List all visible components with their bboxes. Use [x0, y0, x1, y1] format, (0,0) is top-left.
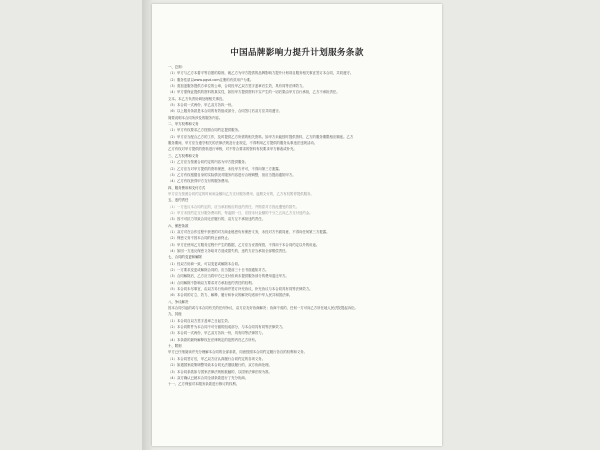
paragraph-line: （3）需加盖服务提供方单位的公章，合同经甲乙双方签字盖章后生效，具有同等法律效力。: [168, 84, 306, 89]
paragraph-line: （5）本合同未尽事宜，由双方另行协商并签订补充协议，补充协议与本合同具有同等法律效力。: [168, 287, 313, 292]
section-heading: 九、其他: [168, 312, 182, 317]
section-heading: 五、违约责任: [168, 198, 189, 203]
paragraph-line: （4）如因一方违反保密义务给对方造成损失的，违约方应当承担全部赔偿责任。: [168, 248, 289, 253]
paragraph-line: （1）乙方应当按照合同约定的内容为甲方提供服务。: [168, 160, 249, 165]
paragraph-line: （3）本合同一式两份，甲乙双方各执一份，具有同等法律效力。: [168, 331, 266, 336]
section-heading: 七、合同的变更和解除: [168, 255, 202, 260]
paragraph-line: （2）乙方应当对甲方提供的资料保密，未经甲方许可，不得向第三方泄露。: [168, 166, 283, 171]
paragraph-line: （2）一方要求变更或解除合同的，应当提前三十日书面通知对方。: [168, 268, 269, 272]
paragraph-line: （4）合同解除不影响双方要求对方承担违约责任的权利。: [168, 280, 255, 285]
paragraph-line: （2）服务性质以www.pgsd.com注册的有效用户为准。: [168, 77, 254, 82]
paragraph-line: （1）甲方与乙方本着平等自愿的原则，就乙方为甲方提供的品牌影响力提升计划项目服务相关事宜签订本合同，共同遵守。: [168, 71, 354, 76]
paragraph-line: 甲方已仔细阅读并充分理解本合同的全部条款，同意按照本合同约定履行各自的权利和义务。: [168, 350, 308, 355]
document-title: 中国品牌影响力提升计划服务条款: [230, 48, 364, 58]
paragraph-line: （6）以上服务条款是本合同的有效组成部分，合同签订后双方应共同遵守。: [168, 109, 283, 114]
paragraph-line: 服务期间，甲方应当遵守相关的法律法规及行业规定，不得利用乙方提供的服务从事违法违规活动。: [168, 141, 318, 146]
paragraph-line: （3）乙方有权根据自身的实际情况对服务内容进行合理调整，但应当提前通知甲方。: [168, 172, 296, 177]
paragraph-line: （4）本条款的最终解释权在法律规定的范围内归乙方所有。: [168, 337, 259, 342]
document-page: [152, 4, 442, 446]
paragraph-line: （1）本合同自双方签字盖章之日起生效。: [168, 318, 232, 323]
paragraph-line: （5）本合同一式两份，甲乙双方各执一份。: [168, 103, 235, 108]
section-heading: 四、服务费用和支付方式: [168, 185, 206, 190]
paragraph-line: （3）甲方在使用乙方服务过程中产生的数据，乙方应当妥善保管，不得用于本合同约定以外的用途。: [168, 242, 320, 247]
paragraph-line: （2）甲方应当配合乙方的工作，及时提供乙方所需的相关资料。如甲方未能按时提供资料，乙方的服务期限相应顺延。乙方: [168, 134, 354, 139]
paragraph-line: （1）双方对在合作过程中获悉的对方商业秘密负有保密义务，未经对方书面同意，不得向任何第三方披露。: [168, 229, 330, 234]
paragraph-line: （4）乙方有权获得甲方支付的服务费用。: [168, 179, 232, 184]
paragraph-line: （1）本合同签订后，甲乙双方应认真履行合同约定的各项义务。: [168, 356, 266, 361]
paragraph-line: 乙方有权对甲方提供的资料进行审核，对不符合要求的资料有权要求甲方修改或补充。: [168, 147, 297, 152]
paragraph-line: （2）如遇国家政策调整导致本合同无法继续履行的，双方协商处理。: [168, 363, 272, 368]
paragraph-line: （1）一方违反本合同约定的，应当承担相应的违约责任，并赔偿对方因此遭受的损失。: [168, 204, 299, 209]
paragraph-line: （1）甲方有权要求乙方按照合同约定提供服务。: [168, 128, 242, 133]
paragraph-line: （1）经双方协商一致，可以变更或解除本合同。: [168, 261, 242, 266]
paragraph-line: 文本。本乙方负责协调处理相关事宜。: [168, 96, 226, 101]
paragraph-line: （3）合同解除后，乙方应当将甲方已支付但尚未提供服务部分的费用退还甲方。: [168, 274, 289, 279]
paragraph-line: （3）本合同条款如与国家法律法规相抵触的，以国家法律法规为准。: [168, 369, 272, 374]
paragraph-line: （2）本合同附件为本合同不可分割的组成部分，与本合同具有同等法律效力。: [168, 325, 286, 330]
section-heading: 十、附则: [168, 344, 182, 349]
paragraph-line: 十一、乙方保留对本服务条款进行修订的权利。: [168, 382, 240, 387]
section-heading: 二、甲方权利和义务: [168, 122, 199, 127]
paragraph-line: 甲方应当按照合同约定的时间和金额向乙方支付服务费用，逾期支付的，乙方有权暂停提供服务。: [168, 191, 314, 196]
section-heading: 六、保密条款: [168, 223, 189, 228]
paragraph-line: （3）因不可抗力导致合同无法履行的，双方互不承担违约责任。: [168, 217, 266, 222]
paragraph-line: 因本合同引起的或与本合同有关的任何争议，双方应友好协商解决；协商不成的，任何一方可向乙方所在地人民法院提起诉讼。: [168, 306, 358, 311]
paragraph-line: （2）甲方未按约定支付服务费用的，每逾期一日，应按未付金额的千分之五向乙方支付违约金。: [168, 210, 313, 215]
paragraph-line: （4）甲方需保证提供的资料的真实性，如因甲方提供资料不实产生的一切后果由甲方自行承担，乙方不承担责任。: [168, 90, 340, 95]
paragraph-line: （4）双方确认已就本合同全部条款进行了充分协商。: [168, 375, 249, 380]
section-heading: 八、争议解决: [168, 299, 189, 304]
paragraph-line: 简要说明本合同所涉及的服务内容。: [168, 115, 223, 120]
section-heading: 三、乙方权利和义务: [168, 153, 199, 158]
section-heading: 一、总则：: [168, 65, 185, 69]
paragraph-line: （6）本合同的订立、效力、解释、履行和争议的解决均适用中华人民共和国法律。: [168, 293, 293, 298]
document-body: [168, 64, 432, 388]
paragraph-line: （2）保密义务不因本合同的终止而终止。: [168, 236, 232, 241]
